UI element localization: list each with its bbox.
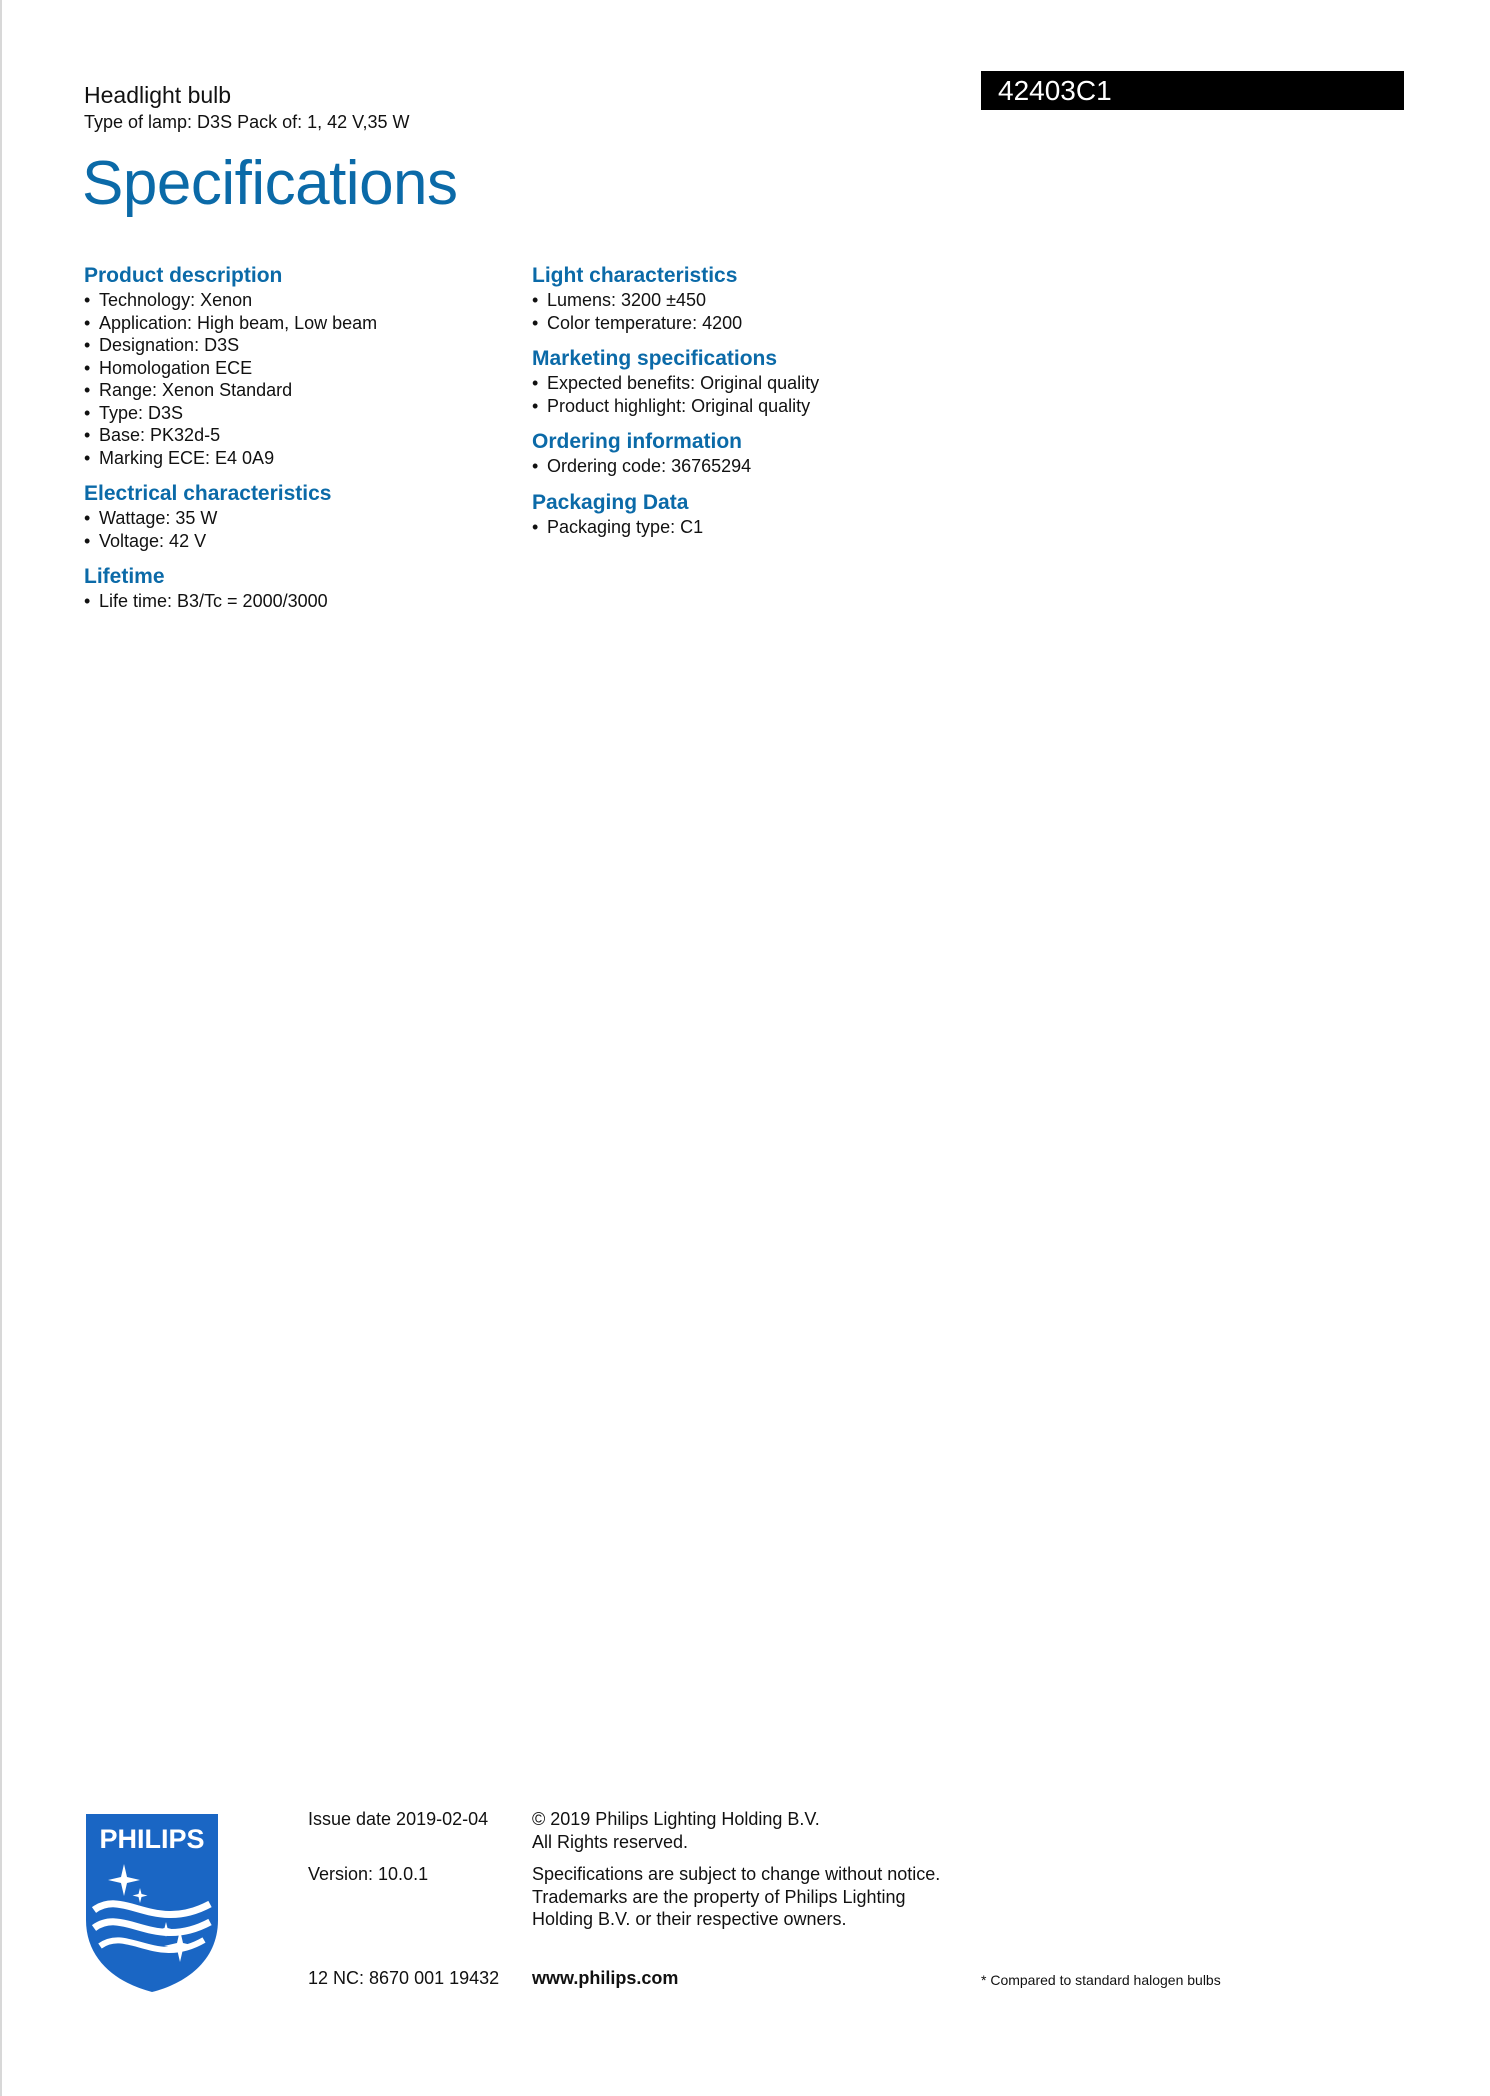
website-link[interactable]: www.philips.com [532, 1968, 679, 1988]
footnote: * Compared to standard halogen bulbs [981, 1972, 1221, 1988]
specs-left-column [84, 262, 524, 624]
copyright-line: © 2019 Philips Lighting Holding B.V. [532, 1809, 820, 1829]
spec-item: • Homologation ECE [84, 357, 524, 380]
spec-list [84, 289, 524, 469]
product-code-bar: 42403C1 [981, 71, 1404, 110]
copyright [532, 1808, 832, 1853]
section-ordering-information [532, 428, 972, 478]
spec-item: • Lumens: 3200 ±450 [532, 289, 972, 312]
logo-wordmark: PHILIPS [99, 1824, 205, 1854]
spec-item: • Product highlight: Original quality [532, 395, 972, 418]
spec-list [532, 372, 972, 417]
spec-list [84, 590, 524, 613]
nc-code: 12 NC: 8670 001 19432 [308, 1968, 500, 1988]
spec-item: • Color temperature: 4200 [532, 312, 972, 335]
spec-item: • Range: Xenon Standard [84, 379, 524, 402]
spec-item: • Designation: D3S [84, 334, 524, 357]
section-light-characteristics [532, 262, 972, 334]
spec-item: • Base: PK32d-5 [84, 424, 524, 447]
spec-item: • Marking ECE: E4 0A9 [84, 447, 524, 470]
issue-date: Issue date 2019-02-04 [308, 1809, 489, 1829]
specs-right-column [532, 262, 972, 549]
spec-item: • Wattage: 35 W [84, 507, 524, 530]
section-marketing-specifications [532, 345, 972, 417]
page-title: Specifications [82, 149, 458, 218]
version: Version: 10.0.1 [308, 1864, 429, 1884]
product-subtitle: Type of lamp: D3S Pack of: 1, 42 V,35 W [84, 112, 410, 132]
spec-item: • Expected benefits: Original quality [532, 372, 972, 395]
spec-item: • Technology: Xenon [84, 289, 524, 312]
spec-list [532, 289, 972, 334]
section-lifetime [84, 563, 524, 613]
section-title: Electrical characteristics [84, 482, 332, 505]
spec-list [532, 455, 972, 478]
spec-item: • Voltage: 42 V [84, 530, 524, 553]
spec-item: • Type: D3S [84, 402, 524, 425]
spec-item: • Application: High beam, Low beam [84, 312, 524, 335]
spec-item: • Packaging type: C1 [532, 516, 972, 539]
spec-list [84, 507, 524, 552]
section-title: Lifetime [84, 565, 165, 588]
spec-item: • Life time: B3/Tc = 2000/3000 [84, 590, 524, 613]
section-title: Packaging Data [532, 490, 689, 514]
section-title: Light characteristics [532, 264, 738, 287]
spec-list [532, 516, 972, 539]
section-title: Marketing specifications [532, 347, 778, 370]
section-electrical-characteristics [84, 480, 524, 552]
page-edge [0, 0, 2, 2096]
section-title: Product description [84, 264, 283, 287]
section-title: Ordering information [532, 430, 742, 453]
philips-logo [84, 1812, 220, 1994]
spec-item: • Ordering code: 36765294 [532, 455, 972, 478]
disclaimer: Specifications are subject to change without notice. Trademarks are the property of Philips Lighting Holding B.V. or their respective owners. [532, 1864, 941, 1929]
section-product-description [84, 262, 524, 469]
copyright-line: All Rights reserved. [532, 1831, 689, 1852]
product-name: Headlight bulb [84, 82, 232, 108]
section-packaging-data [532, 489, 972, 539]
